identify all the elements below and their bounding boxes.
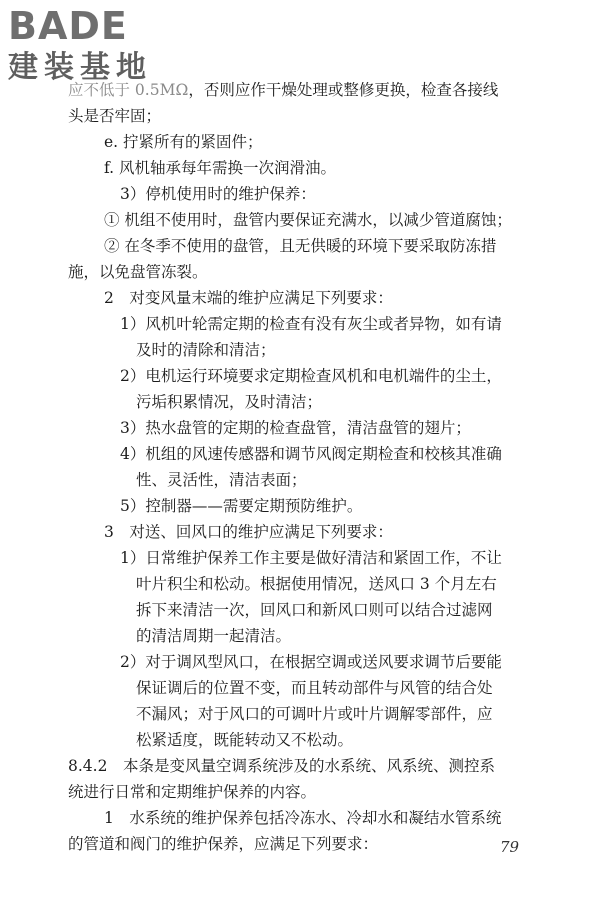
text-line: 施，以免盘管冻裂。	[68, 263, 208, 281]
text-line: 4）机组的风速传感器和调节风阀定期检查和校核其准确	[120, 445, 502, 463]
text-line: 松紧适度，既能转动又不松动。	[136, 731, 354, 749]
text-line: 5）控制器——需要定期预防维护。	[120, 497, 363, 515]
text-line: f. 风机轴承每年需换一次润滑油。	[104, 159, 337, 177]
text-line: 1）风机叶轮需定期的检查有没有灰尘或者异物，如有请	[120, 315, 502, 333]
text-line: 性、灵活性，清洁表面；	[136, 471, 307, 489]
text-line: 头是否牢固；	[68, 107, 162, 125]
text-line: 保证调后的位置不变，而且转动部件与风管的结合处	[136, 679, 493, 697]
logo-text-top: BADE	[8, 4, 128, 48]
logo-text-bottom: 建装基地	[8, 50, 152, 85]
text-line: ① 机组不使用时，盘管内要保证充满水，以减少管道腐蚀；	[104, 211, 512, 229]
text-line: e. 拧紧所有的紧固件；	[104, 133, 263, 151]
text-line: 1 水系统的维护保养包括冷冻水、冷却水和凝结水管系统	[104, 809, 502, 827]
text-line: 3）热水盘管的定期的检查盘管，清洁盘管的翅片；	[120, 419, 471, 437]
text-line: 拆下来清洁一次，回风口和新风口则可以结合过滤网	[136, 601, 493, 619]
text-line: 2）对于调风型风口，在根据空调或送风要求调节后要能	[120, 653, 502, 671]
clause-heading: 8.4.2 本条是变风量空调系统涉及的水系统、风系统、测控系	[68, 757, 495, 775]
text-line: 及时的清除和清洁；	[136, 341, 276, 359]
section-heading: 3 对送、回风口的维护应满足下列要求：	[104, 523, 393, 541]
page-number: 79	[500, 838, 520, 856]
text-line: ② 在冬季不使用的盘管，且无供暖的环境下要采取防冻措	[104, 237, 497, 255]
text-line: 3）停机使用时的维护保养：	[120, 185, 316, 203]
text-line: 2）电机运行环境要求定期检查风机和电机端件的尘土，	[120, 367, 502, 385]
faded-prefix: 应不低于 0.5MΩ	[68, 81, 189, 99]
text-line: 的管道和阀门的维护保养，应满足下列要求：	[68, 835, 379, 853]
section-heading: 2 对变风量末端的维护应满足下列要求：	[104, 289, 393, 307]
text-line: 不漏风；对于风口的可调叶片或叶片调解零部件，应	[136, 705, 493, 723]
text-line: 的清洁周期一起清洁。	[136, 627, 292, 645]
text-line	[68, 80, 498, 100]
text-line: 统进行日常和定期维护保养的内容。	[68, 783, 317, 801]
line-text: ，否则应作干燥处理或整修更换，检查各接线	[188, 81, 499, 99]
text-line: 污垢积累情况，及时清洁；	[136, 393, 323, 411]
text-line: 叶片积尘和松动。根据使用情况，送风口 3 个月左右	[136, 575, 497, 593]
text-line: 1）日常维护保养工作主要是做好清洁和紧固工作，不让	[120, 549, 502, 567]
